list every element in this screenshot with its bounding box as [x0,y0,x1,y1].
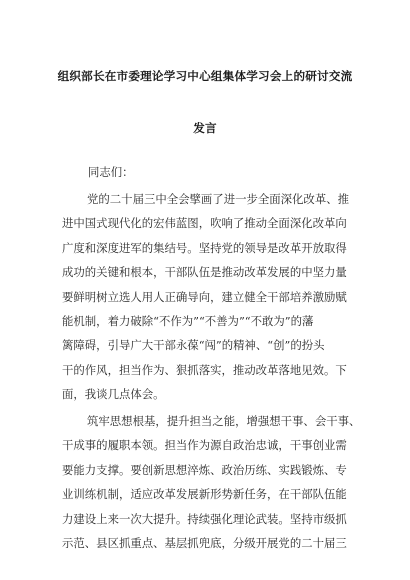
paragraph-line: 业训练机制，适应改革发展新形势新任务，在干部队伍能 [62,487,347,502]
paragraph-line: 干成事的履职本领。担当作为源自政治忠诚，干事创业需 [62,438,347,453]
document-title-continuation: 发言 [193,121,217,135]
paragraph-line: 面，我谈几点体会。 [62,387,165,402]
paragraph-line: 要能力支撑。要创新思想淬炼、政治历练、实践锻炼、专 [62,462,347,477]
paragraph-line: 力建设上来一次大提升。持续强化理论武装。坚持市级抓 [62,511,347,526]
paragraph-line: 能机制，着力破除“不作为”“不善为”“不敢为”的藩 [62,314,314,328]
paragraph-line: 广度和深度进军的集结号。坚持党的领导是改革开放取得 [62,240,347,255]
document-title: 组织部长在市委理论学习中心组集体学习会上的研讨交流 [57,69,353,83]
paragraph-line: 筑牢思想根基，提升担当之能，增强想干事、会干事、 [87,414,361,428]
paragraph-line: 进中国式现代化的宏伟蓝图，吹响了推动全面深化改革向 [62,216,347,231]
salutation: 同志们： [88,165,134,179]
paragraph-line: 示范、县区抓重点、基层抓兜底，分级开展党的二十届三 [62,536,347,550]
paragraph-line: 要鲜明树立选人用人正确导向，建立健全干部培养激励赋 [62,289,347,304]
paragraph-line: 党的二十届三中全会擘画了进一步全面深化改革、推 [87,192,349,206]
paragraph-line: 成功的关键和根本，干部队伍是推动改革发展的中坚力量 [62,265,347,280]
paragraph-line: 干的作风，担当作为、狠抓落实，推动改革落地见效。下 [62,362,347,377]
paragraph-line: 篱障碍，引导广大干部永葆“闯”的精神、“创”的扮头 [62,338,325,353]
